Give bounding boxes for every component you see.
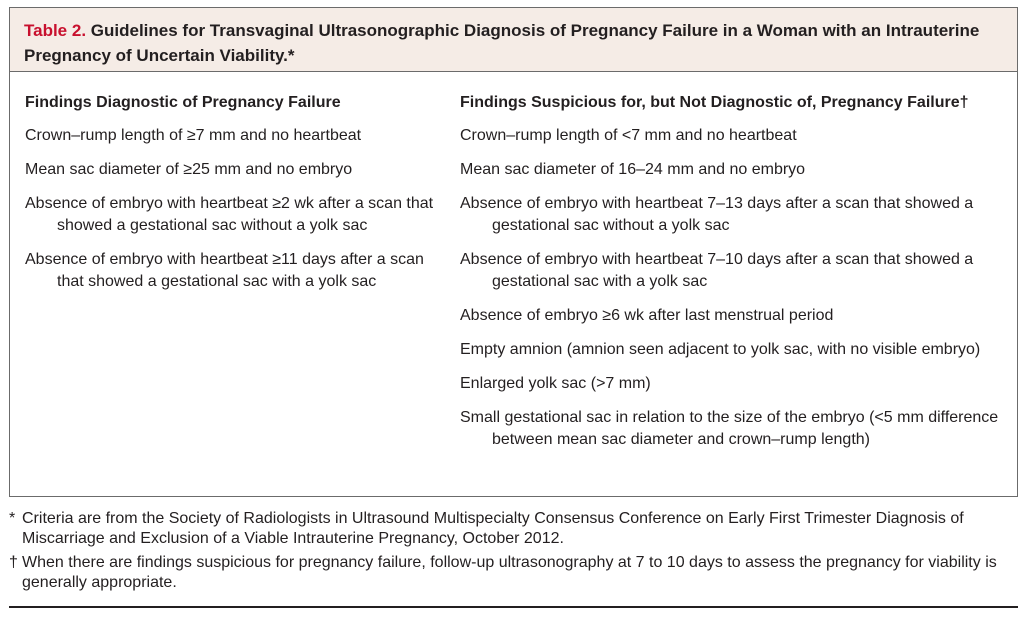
table-title: Guidelines for Transvaginal Ultrasonographic Diagnosis of Pregnancy Failure in a Woman with an Intrauterine Pregnancy of Uncertain Viability.* [24,21,980,65]
suspicious-finding: Absence of embryo with heartbeat 7–10 days after a scan that showed a gestational sac with a yolk sac [460,251,974,290]
footnote-text: When there are findings suspicious for pregnancy failure, follow-up ultrasonography at 7 to 10 days to assess the pregnancy for viability is generally appropriate. [22,554,997,591]
diagnostic-finding: Mean sac diameter of ≥25 mm and no embryo [25,161,353,178]
footnote-mark: † [9,554,18,571]
suspicious-finding: Enlarged yolk sac (>7 mm) [460,375,651,392]
table-label: Table 2. [24,21,87,40]
footnote-mark: * [9,510,16,527]
diagnostic-finding: Absence of embryo with heartbeat ≥11 days after a scan that showed a gestational sac with a yolk sac [25,251,424,290]
suspicious-column-header: Findings Suspicious for, but Not Diagnostic of, Pregnancy Failure† [460,94,969,111]
suspicious-column [460,93,1010,463]
suspicious-finding: Small gestational sac in relation to the size of the embryo (<5 mm difference between mean sac diameter and crown–rump length) [460,409,999,448]
table-title-band [10,8,1017,72]
diagnostic-column-header: Findings Diagnostic of Pregnancy Failure [25,94,341,111]
footnote-text: Criteria are from the Society of Radiologists in Ultrasound Multispecialty Consensus Conference on Early First Trimester Diagnosis of Miscarriage and Exclusion of a Viable Intrauterine Pregnancy, October 2012. [22,510,964,547]
suspicious-finding: Empty amnion (amnion seen adjacent to yolk sac, with no visible embryo) [460,341,981,358]
suspicious-finding: Mean sac diameter of 16–24 mm and no embryo [460,161,806,178]
suspicious-finding: Crown–rump length of <7 mm and no heartbeat [460,127,797,144]
footnote-follow-up [9,553,1018,593]
suspicious-finding: Absence of embryo with heartbeat 7–13 days after a scan that showed a gestational sac without a yolk sac [460,195,974,234]
diagnostic-finding: Absence of embryo with heartbeat ≥2 wk after a scan that showed a gestational sac without a yolk sac [25,195,434,234]
bottom-rule [9,606,1018,608]
diagnostic-finding: Crown–rump length of ≥7 mm and no heartbeat [25,127,362,144]
footnote-criteria [9,509,1018,549]
table-2 [9,7,1018,497]
footnotes [9,509,1018,597]
diagnostic-column [25,93,455,305]
suspicious-finding: Absence of embryo ≥6 wk after last menstrual period [460,307,834,324]
